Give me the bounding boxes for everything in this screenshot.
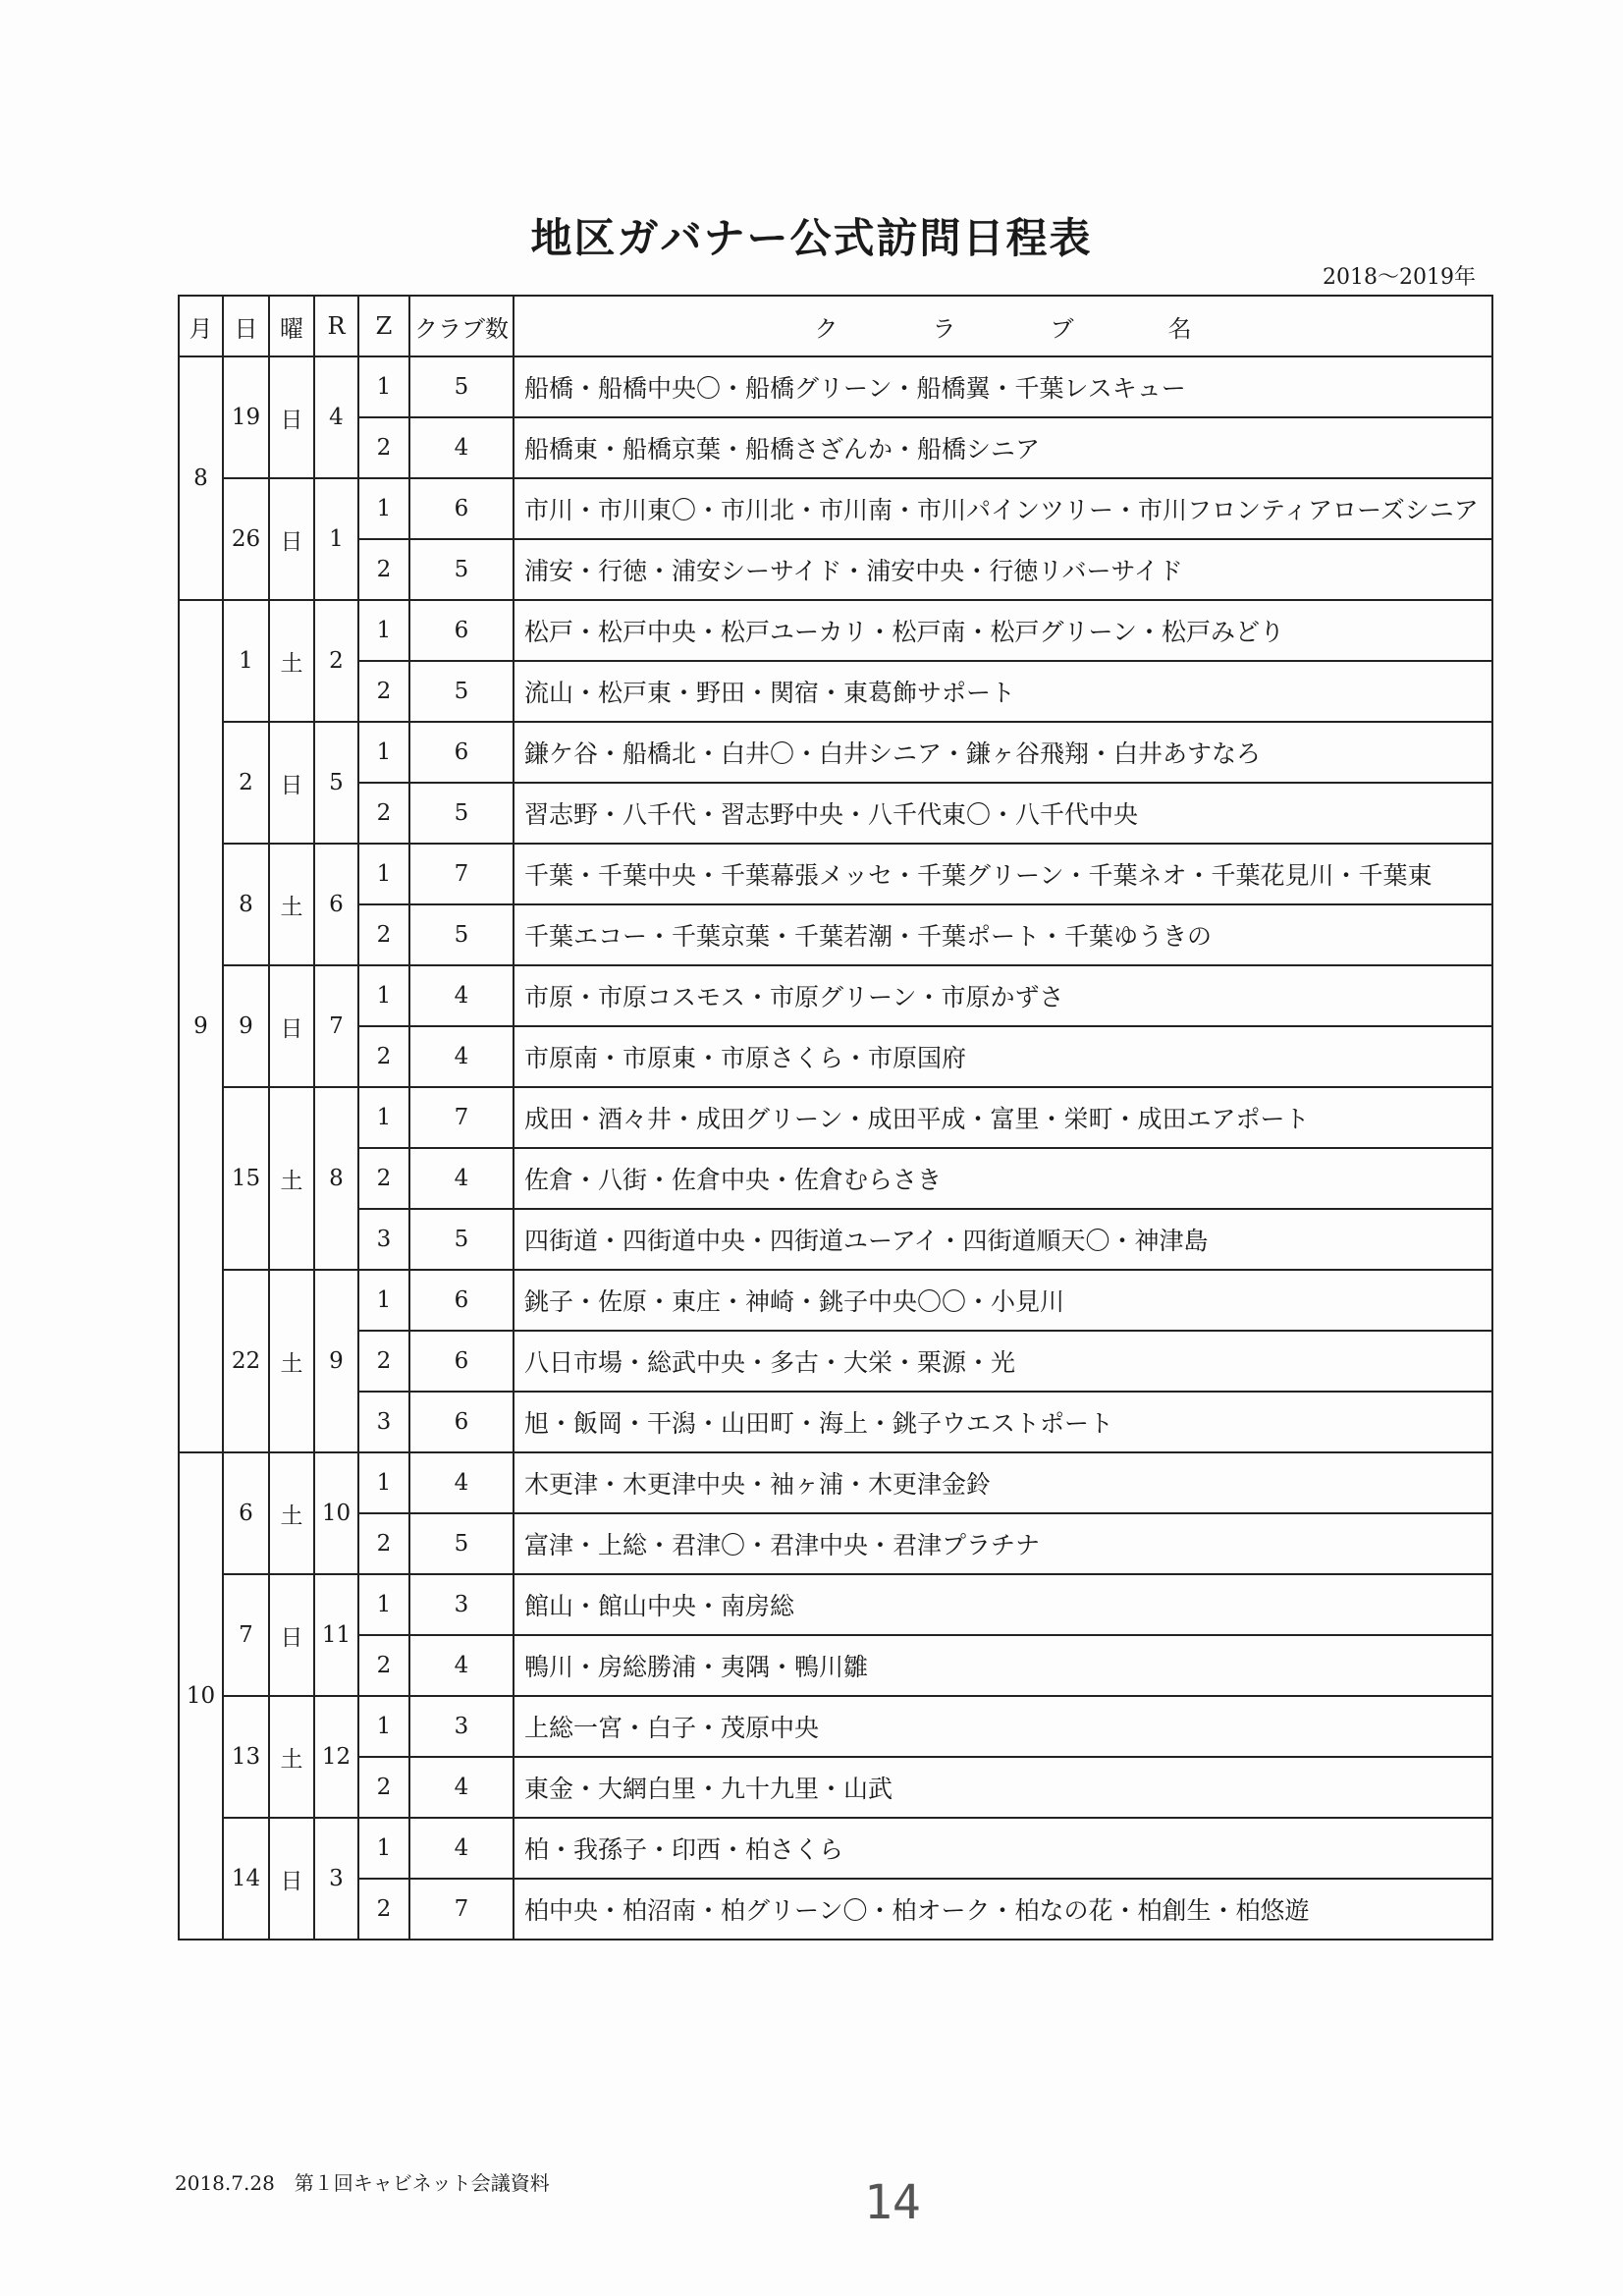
club-names-cell: 流山・松戸東・野田・関宿・東葛飾サポート — [514, 661, 1492, 722]
header-day: 日 — [223, 296, 269, 356]
club-names-cell: 船橋・船橋中央〇・船橋グリーン・船橋翼・千葉レスキュー — [514, 356, 1492, 417]
month-cell: 9 — [179, 600, 223, 1452]
zone-cell: 3 — [358, 1392, 409, 1452]
club-count-cell: 6 — [409, 600, 514, 661]
club-count-cell: 5 — [409, 1209, 514, 1270]
table-row — [179, 661, 1492, 722]
table-row — [179, 783, 1492, 844]
month-cell: 10 — [179, 1452, 223, 1940]
day-cell: 26 — [223, 478, 269, 600]
r-cell: 7 — [314, 965, 358, 1087]
zone-cell: 2 — [358, 904, 409, 965]
zone-cell: 2 — [358, 1026, 409, 1087]
club-count-cell: 4 — [409, 1635, 514, 1696]
club-names-cell: 銚子・佐原・東庄・神崎・銚子中央〇〇・小見川 — [514, 1270, 1492, 1331]
club-names-cell: 柏・我孫子・印西・柏さくら — [514, 1818, 1492, 1879]
club-count-cell: 4 — [409, 417, 514, 478]
club-names-cell: 富津・上総・君津〇・君津中央・君津プラチナ — [514, 1513, 1492, 1574]
header-z: Z — [358, 296, 409, 356]
zone-cell: 1 — [358, 600, 409, 661]
club-count-cell: 5 — [409, 1513, 514, 1574]
table-row — [179, 1392, 1492, 1452]
club-count-cell: 3 — [409, 1574, 514, 1635]
club-names-cell: 船橋東・船橋京葉・船橋さざんか・船橋シニア — [514, 417, 1492, 478]
table-row — [179, 1452, 1492, 1513]
zone-cell: 2 — [358, 1757, 409, 1818]
table-row — [179, 1087, 1492, 1148]
day-cell: 14 — [223, 1818, 269, 1940]
club-names-cell: 市原・市原コスモス・市原グリーン・市原かずさ — [514, 965, 1492, 1026]
weekday-cell: 日 — [269, 1818, 314, 1940]
r-cell: 1 — [314, 478, 358, 600]
club-count-cell: 6 — [409, 722, 514, 783]
header-club-count: クラブ数 — [409, 296, 514, 356]
table-row — [179, 1574, 1492, 1635]
r-cell: 12 — [314, 1696, 358, 1818]
r-cell: 4 — [314, 356, 358, 478]
day-cell: 6 — [223, 1452, 269, 1574]
club-count-cell: 7 — [409, 1087, 514, 1148]
club-count-cell: 6 — [409, 1392, 514, 1452]
club-count-cell: 4 — [409, 1026, 514, 1087]
table-row — [179, 600, 1492, 661]
day-cell: 1 — [223, 600, 269, 722]
table-row — [179, 1209, 1492, 1270]
r-cell: 6 — [314, 844, 358, 965]
table-row — [179, 965, 1492, 1026]
zone-cell: 1 — [358, 1818, 409, 1879]
page-number: 14 — [864, 2175, 921, 2230]
zone-cell: 1 — [358, 722, 409, 783]
club-count-cell: 4 — [409, 1148, 514, 1209]
club-count-cell: 5 — [409, 783, 514, 844]
club-names-cell: 成田・酒々井・成田グリーン・成田平成・富里・栄町・成田エアポート — [514, 1087, 1492, 1148]
table-row — [179, 1026, 1492, 1087]
table-row — [179, 1148, 1492, 1209]
club-names-cell: 鴨川・房総勝浦・夷隅・鴨川雛 — [514, 1635, 1492, 1696]
zone-cell: 2 — [358, 1513, 409, 1574]
zone-cell: 2 — [358, 1331, 409, 1392]
zone-cell: 1 — [358, 844, 409, 904]
zone-cell: 1 — [358, 965, 409, 1026]
club-names-cell: 東金・大網白里・九十九里・山武 — [514, 1757, 1492, 1818]
zone-cell: 1 — [358, 478, 409, 539]
club-names-cell: 旭・飯岡・干潟・山田町・海上・銚子ウエストポート — [514, 1392, 1492, 1452]
club-names-cell: 館山・館山中央・南房総 — [514, 1574, 1492, 1635]
club-names-cell: 八日市場・総武中央・多古・大栄・栗源・光 — [514, 1331, 1492, 1392]
club-count-cell: 5 — [409, 539, 514, 600]
schedule-table — [178, 295, 1493, 1941]
day-cell: 22 — [223, 1270, 269, 1452]
header-weekday: 曜 — [269, 296, 314, 356]
table-row — [179, 844, 1492, 904]
club-names-cell: 千葉・千葉中央・千葉幕張メッセ・千葉グリーン・千葉ネオ・千葉花見川・千葉東 — [514, 844, 1492, 904]
table-row — [179, 1513, 1492, 1574]
table-row — [179, 356, 1492, 417]
table-row — [179, 904, 1492, 965]
club-count-cell: 5 — [409, 904, 514, 965]
r-cell: 5 — [314, 722, 358, 844]
zone-cell: 1 — [358, 1270, 409, 1331]
club-names-cell: 鎌ケ谷・船橋北・白井〇・白井シニア・鎌ヶ谷飛翔・白井あすなろ — [514, 722, 1492, 783]
r-cell: 2 — [314, 600, 358, 722]
day-cell: 13 — [223, 1696, 269, 1818]
zone-cell: 1 — [358, 356, 409, 417]
zone-cell: 2 — [358, 783, 409, 844]
club-count-cell: 5 — [409, 661, 514, 722]
zone-cell: 2 — [358, 539, 409, 600]
club-count-cell: 7 — [409, 844, 514, 904]
weekday-cell: 土 — [269, 600, 314, 722]
club-names-cell: 市川・市川東〇・市川北・市川南・市川パインツリー・市川フロンティアローズシニア — [514, 478, 1492, 539]
club-names-cell: 木更津・木更津中央・袖ヶ浦・木更津金鈴 — [514, 1452, 1492, 1513]
weekday-cell: 日 — [269, 965, 314, 1087]
schedule-body — [179, 356, 1492, 1940]
club-names-cell: 習志野・八千代・習志野中央・八千代東〇・八千代中央 — [514, 783, 1492, 844]
table-row — [179, 1635, 1492, 1696]
club-count-cell: 6 — [409, 478, 514, 539]
header-club-name: ク ラ ブ 名 — [514, 296, 1492, 356]
club-count-cell: 4 — [409, 1818, 514, 1879]
zone-cell: 1 — [358, 1574, 409, 1635]
weekday-cell: 土 — [269, 1696, 314, 1818]
footer-note: 2018.7.28 第１回キャビネット会議資料 — [175, 2171, 550, 2195]
table-row — [179, 1818, 1492, 1879]
weekday-cell: 日 — [269, 478, 314, 600]
day-cell: 9 — [223, 965, 269, 1087]
zone-cell: 1 — [358, 1087, 409, 1148]
day-cell: 8 — [223, 844, 269, 965]
year-range: 2018～2019年 — [1323, 265, 1476, 290]
zone-cell: 1 — [358, 1452, 409, 1513]
club-count-cell: 4 — [409, 1452, 514, 1513]
club-count-cell: 4 — [409, 1757, 514, 1818]
r-cell: 10 — [314, 1452, 358, 1574]
table-row — [179, 1757, 1492, 1818]
club-count-cell: 3 — [409, 1696, 514, 1757]
r-cell: 9 — [314, 1270, 358, 1452]
zone-cell: 2 — [358, 1148, 409, 1209]
weekday-cell: 土 — [269, 1452, 314, 1574]
table-row — [179, 1879, 1492, 1940]
table-row — [179, 1696, 1492, 1757]
zone-cell: 2 — [358, 417, 409, 478]
r-cell: 8 — [314, 1087, 358, 1270]
weekday-cell: 土 — [269, 844, 314, 965]
table-row — [179, 417, 1492, 478]
day-cell: 19 — [223, 356, 269, 478]
r-cell: 11 — [314, 1574, 358, 1696]
day-cell: 7 — [223, 1574, 269, 1696]
zone-cell: 2 — [358, 661, 409, 722]
page-title: 地区ガバナー公式訪問日程表 — [530, 214, 1093, 262]
month-cell: 8 — [179, 356, 223, 600]
weekday-cell: 土 — [269, 1087, 314, 1270]
header-r: R — [314, 296, 358, 356]
club-names-cell: 千葉エコー・千葉京葉・千葉若潮・千葉ポート・千葉ゆうきの — [514, 904, 1492, 965]
table-row — [179, 478, 1492, 539]
header-month: 月 — [179, 296, 223, 356]
club-names-cell: 佐倉・八街・佐倉中央・佐倉むらさき — [514, 1148, 1492, 1209]
club-names-cell: 市原南・市原東・市原さくら・市原国府 — [514, 1026, 1492, 1087]
table-row — [179, 1270, 1492, 1331]
club-names-cell: 上総一宮・白子・茂原中央 — [514, 1696, 1492, 1757]
r-cell: 3 — [314, 1818, 358, 1940]
weekday-cell: 日 — [269, 722, 314, 844]
club-count-cell: 4 — [409, 965, 514, 1026]
club-names-cell: 浦安・行徳・浦安シーサイド・浦安中央・行徳リバーサイド — [514, 539, 1492, 600]
day-cell: 15 — [223, 1087, 269, 1270]
zone-cell: 2 — [358, 1635, 409, 1696]
zone-cell: 1 — [358, 1696, 409, 1757]
table-header-row — [179, 296, 1492, 356]
weekday-cell: 日 — [269, 1574, 314, 1696]
club-count-cell: 6 — [409, 1331, 514, 1392]
table-row — [179, 539, 1492, 600]
club-names-cell: 柏中央・柏沼南・柏グリーン〇・柏オーク・柏なの花・柏創生・柏悠遊 — [514, 1879, 1492, 1940]
zone-cell: 2 — [358, 1879, 409, 1940]
day-cell: 2 — [223, 722, 269, 844]
table-row — [179, 722, 1492, 783]
weekday-cell: 日 — [269, 356, 314, 478]
club-count-cell: 5 — [409, 356, 514, 417]
weekday-cell: 土 — [269, 1270, 314, 1452]
table-row — [179, 1331, 1492, 1392]
club-names-cell: 松戸・松戸中央・松戸ユーカリ・松戸南・松戸グリーン・松戸みどり — [514, 600, 1492, 661]
club-count-cell: 7 — [409, 1879, 514, 1940]
zone-cell: 3 — [358, 1209, 409, 1270]
club-count-cell: 6 — [409, 1270, 514, 1331]
club-names-cell: 四街道・四街道中央・四街道ユーアイ・四街道順天〇・神津島 — [514, 1209, 1492, 1270]
